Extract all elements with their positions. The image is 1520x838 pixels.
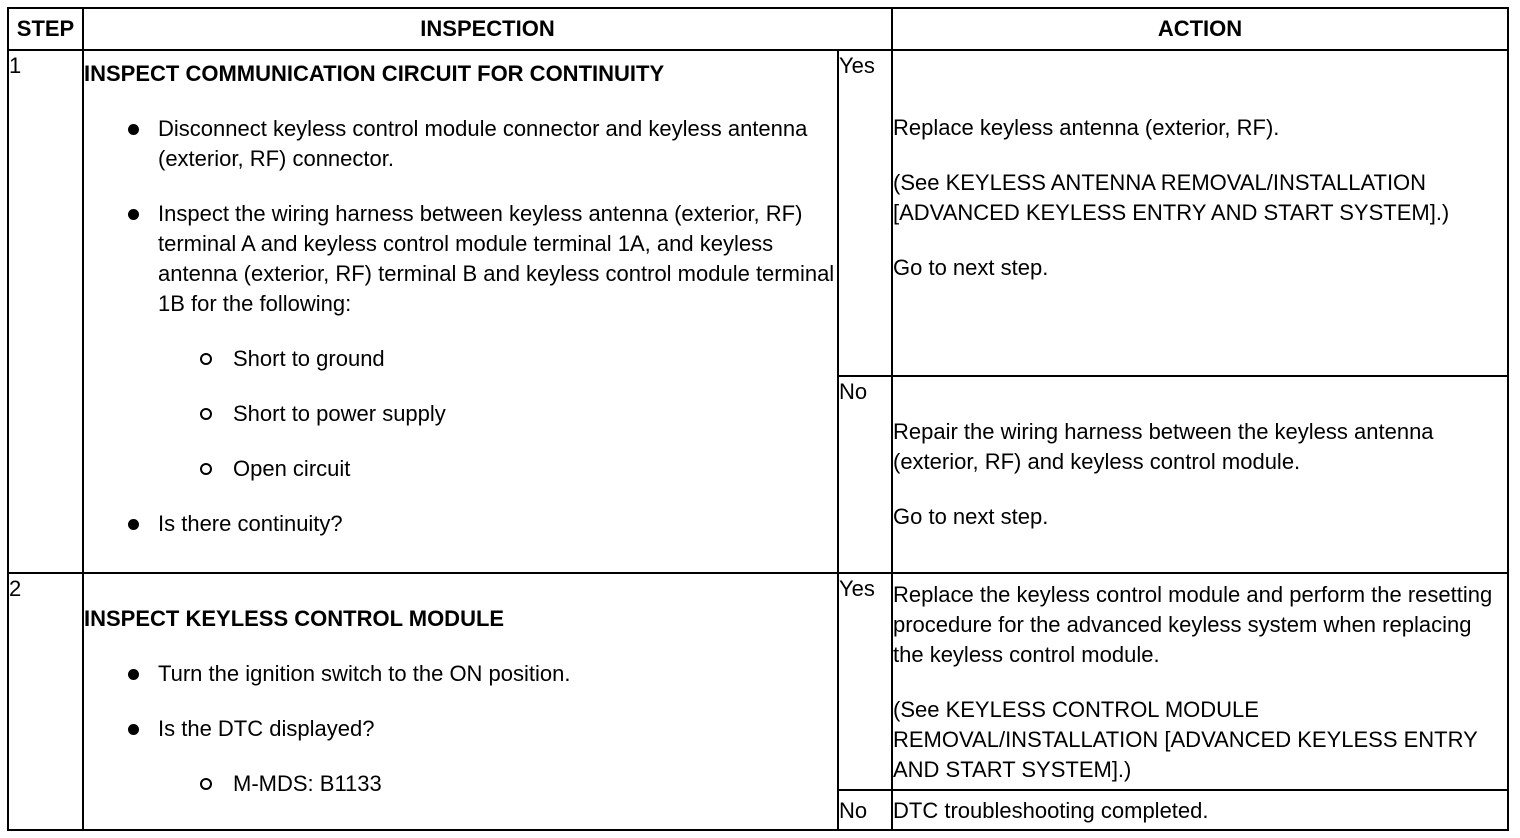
no-label: No [838,376,892,572]
action-text: DTC troubleshooting completed. [893,797,1209,823]
action-yes-cell [892,573,1508,790]
bullet-icon [128,669,139,680]
bullet-icon [128,519,139,530]
action-text: Replace the keyless control module and perform the resetting procedure for the advanced keyless system when replacing the keyless control module. [893,581,1493,667]
sub-item-text: M-MDS: B1133 [233,770,382,796]
step-2-yes-row [8,573,1508,790]
action-next: Go to next step. [893,255,1049,281]
sub-bullet-icon [200,353,212,365]
sub-item [84,399,837,429]
bullet-text: Disconnect keyless control module connector and keyless antenna (exterior, RF) connector. [158,116,808,172]
sub-item-text: Short to ground [233,346,385,372]
bullet-item [84,659,837,689]
question-text: Is the DTC displayed? [158,715,375,741]
no-label: No [838,790,892,830]
step-1-yes-row [8,50,1508,376]
sub-item-text: Short to power supply [233,401,446,427]
yes-label: Yes [838,573,892,790]
step-number: 2 [8,573,83,830]
inspection-cell [83,50,838,573]
action-text: Repair the wiring harness between the keyless antenna (exterior, RF) and keyless control module. [893,419,1434,475]
header-step: STEP [8,8,83,50]
bullet-item [84,509,837,539]
bullet-item [84,714,837,744]
sub-bullet-icon [200,463,212,475]
bullet-item [84,114,837,174]
action-reference: (See KEYLESS ANTENNA REMOVAL/INSTALLATION [ADVANCED KEYLESS ENTRY AND START SYSTEM].) [893,170,1450,226]
action-no-cell [892,790,1508,830]
action-yes-cell [892,50,1508,376]
bullet-icon [128,124,139,135]
header-inspection: INSPECTION [83,8,892,50]
troubleshooting-table [7,7,1509,831]
sub-item [84,454,837,484]
header-row [8,8,1508,50]
step-number: 1 [8,50,83,573]
action-text: Replace keyless antenna (exterior, RF). [893,115,1280,141]
action-reference: (See KEYLESS CONTROL MODULE REMOVAL/INSTALLATION [ADVANCED KEYLESS ENTRY AND START SYSTEM].) [893,696,1478,782]
bullet-item [84,199,837,319]
sub-bullet-icon [200,778,212,790]
header-action: ACTION [892,8,1508,50]
inspection-cell [83,573,838,830]
sub-bullet-icon [200,408,212,420]
sub-item [84,344,837,374]
action-next: Go to next step. [893,504,1049,530]
question-text: Is there continuity? [158,511,343,537]
bullet-text: Inspect the wiring harness between keyless antenna (exterior, RF) terminal A and keyless control module terminal 1A, and keyless antenna (exterior, RF) terminal B and keyless control module terminal 1B for the following: [158,201,835,317]
yes-label: Yes [838,50,892,376]
bullet-icon [128,724,139,735]
bullet-icon [128,209,139,220]
inspection-title: INSPECT COMMUNICATION CIRCUIT FOR CONTINUITY [84,61,665,87]
sub-item-text: Open circuit [233,456,351,482]
action-no-cell [892,376,1508,572]
inspection-title: INSPECT KEYLESS CONTROL MODULE [84,605,505,631]
sub-item [84,769,837,799]
bullet-text: Turn the ignition switch to the ON position. [158,660,571,686]
